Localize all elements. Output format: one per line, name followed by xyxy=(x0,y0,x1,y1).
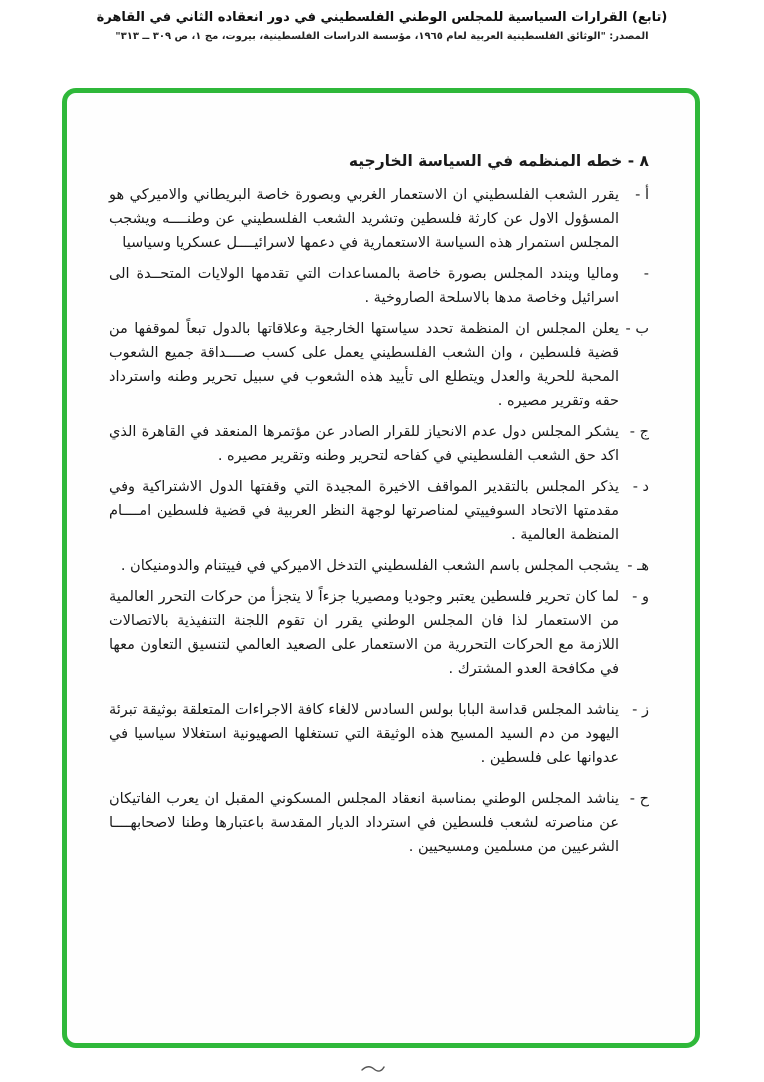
page-header xyxy=(0,0,764,42)
paragraph xyxy=(109,698,649,770)
paragraph xyxy=(109,554,649,578)
paragraph-text: يناشد المجلس قداسة البابا بولس السادس لالغاء كافة الاجراءات المتعلقة بوثيقة تبرئة اليهود من دم السيد المسيح هذه الوثيقة التي تستغلها الصهيونية استغلالا سياسيا في عدوانها على فلسطين . xyxy=(109,702,619,766)
paragraph-marker: أ - xyxy=(635,187,649,203)
paragraph-marker: ج - xyxy=(629,424,649,440)
paragraph-text: يناشد المجلس الوطني بمناسبة انعقاد المجلس المسكوني المقبل ان يعرب الفاتيكان عن مناصرته لشعب فلسطين في استرداد الديار المقدسة باعتبارها وطنا لاصحابهــــا الشرعيين من مسلمين ومسيحيين . xyxy=(109,791,619,855)
paragraph-marker: ح - xyxy=(629,791,649,807)
paragraph-marker: د - xyxy=(632,479,649,495)
paragraph-marker: ز - xyxy=(632,702,649,718)
paragraph xyxy=(109,183,649,255)
paragraph-text: يشكر المجلس دول عدم الانحياز للقرار الصادر عن مؤتمرها المنعقد في القاهرة الذي اكد حق الشعب الفلسطيني في كفاحه لتحرير وطنه وتقرير مصيره . xyxy=(109,424,619,464)
paragraph-marker: ب - xyxy=(625,321,649,337)
paragraph-text: يشجب المجلس باسم الشعب الفلسطيني التدخل الاميركي في فييتنام والدومنيكان . xyxy=(120,558,619,574)
paragraph-marker: هـ - xyxy=(627,558,649,574)
paragraph-marker: - xyxy=(643,266,649,282)
paragraph-marker: و - xyxy=(632,589,649,605)
paragraph-text: لما كان تحرير فلسطين يعتبر وجوديا ومصيريا جزءاً لا يتجزأ من حركات التحرر العالمية من الاستعمار لذا فان المجلس الوطني يقرر ان تقوم اللجنة التنفيذية بالاتصالات اللازمة مع الحركات التحررية من الاستعمار على الصعيد العالمي لتنسيق التعاون معها في مكافحة العدو المشترك . xyxy=(109,589,619,677)
paragraph xyxy=(109,317,649,413)
section-heading: ٨ - خطه المنظمه في السياسة الخارجيه xyxy=(348,152,649,170)
green-scan-frame xyxy=(62,88,700,1048)
paragraph-text: يقرر الشعب الفلسطيني ان الاستعمار الغربي وبصورة خاصة البريطاني والاميركي هو المسؤول الاول عن كارثة فلسطين وتشريد الشعب الفلسطيني عن وطنــــه ويشجب المجلس استمرار هذه السياسة الاستعمارية في دعمها لاسرائيــــل عسكريا وسياسيا xyxy=(109,187,619,251)
paragraph xyxy=(109,262,649,310)
paragraph xyxy=(109,475,649,547)
document-body xyxy=(67,93,695,859)
paragraph-text: يذكر المجلس بالتقدير المواقف الاخيرة المجيدة التي وقفتها الدول الاشتراكية وفي مقدمتها الاتحاد السوفييتي لمناصرتها لوجهة النظر العربية في قضية فلسطين امــــام المنظمة العالمية . xyxy=(109,479,619,543)
paragraph xyxy=(109,420,649,468)
paragraph xyxy=(109,787,649,859)
paragraph-text: يعلن المجلس ان المنظمة تحدد سياستها الخارجية وعلاقاتها بالدول تبعاً لموقفها من قضية فلسطين ، وان الشعب الفلسطيني يعمل على كسب صــــداقة جميع الشعوب المحبة للحرية والعدل ويتطلع الى تأييد هذه الشعوب في سبيل تحرير وطنه واسترداد حقه وتقرير مصيره . xyxy=(109,321,619,409)
document-source-citation: المصدر: "الوثائق الفلسطينية العربية لعام ١٩٦٥، مؤسسة الدراسات الفلسطينية، بيروت، مج ١، ص ٣٠٩ ــ ٣١٣" xyxy=(115,31,649,42)
document-title: (تابع) القرارات السياسية للمجلس الوطني الفلسطيني في دور انعقاده الثاني في القاهرة xyxy=(96,10,668,25)
paragraph-text: وماليا ويندد المجلس بصورة خاصة بالمساعدات التي تقدمها الولايات المتحــدة الى اسرائيل وخاصة مدها بالاسلحة الصاروخية . xyxy=(109,266,619,306)
paragraph xyxy=(109,585,649,681)
stray-pen-mark xyxy=(360,1058,386,1077)
